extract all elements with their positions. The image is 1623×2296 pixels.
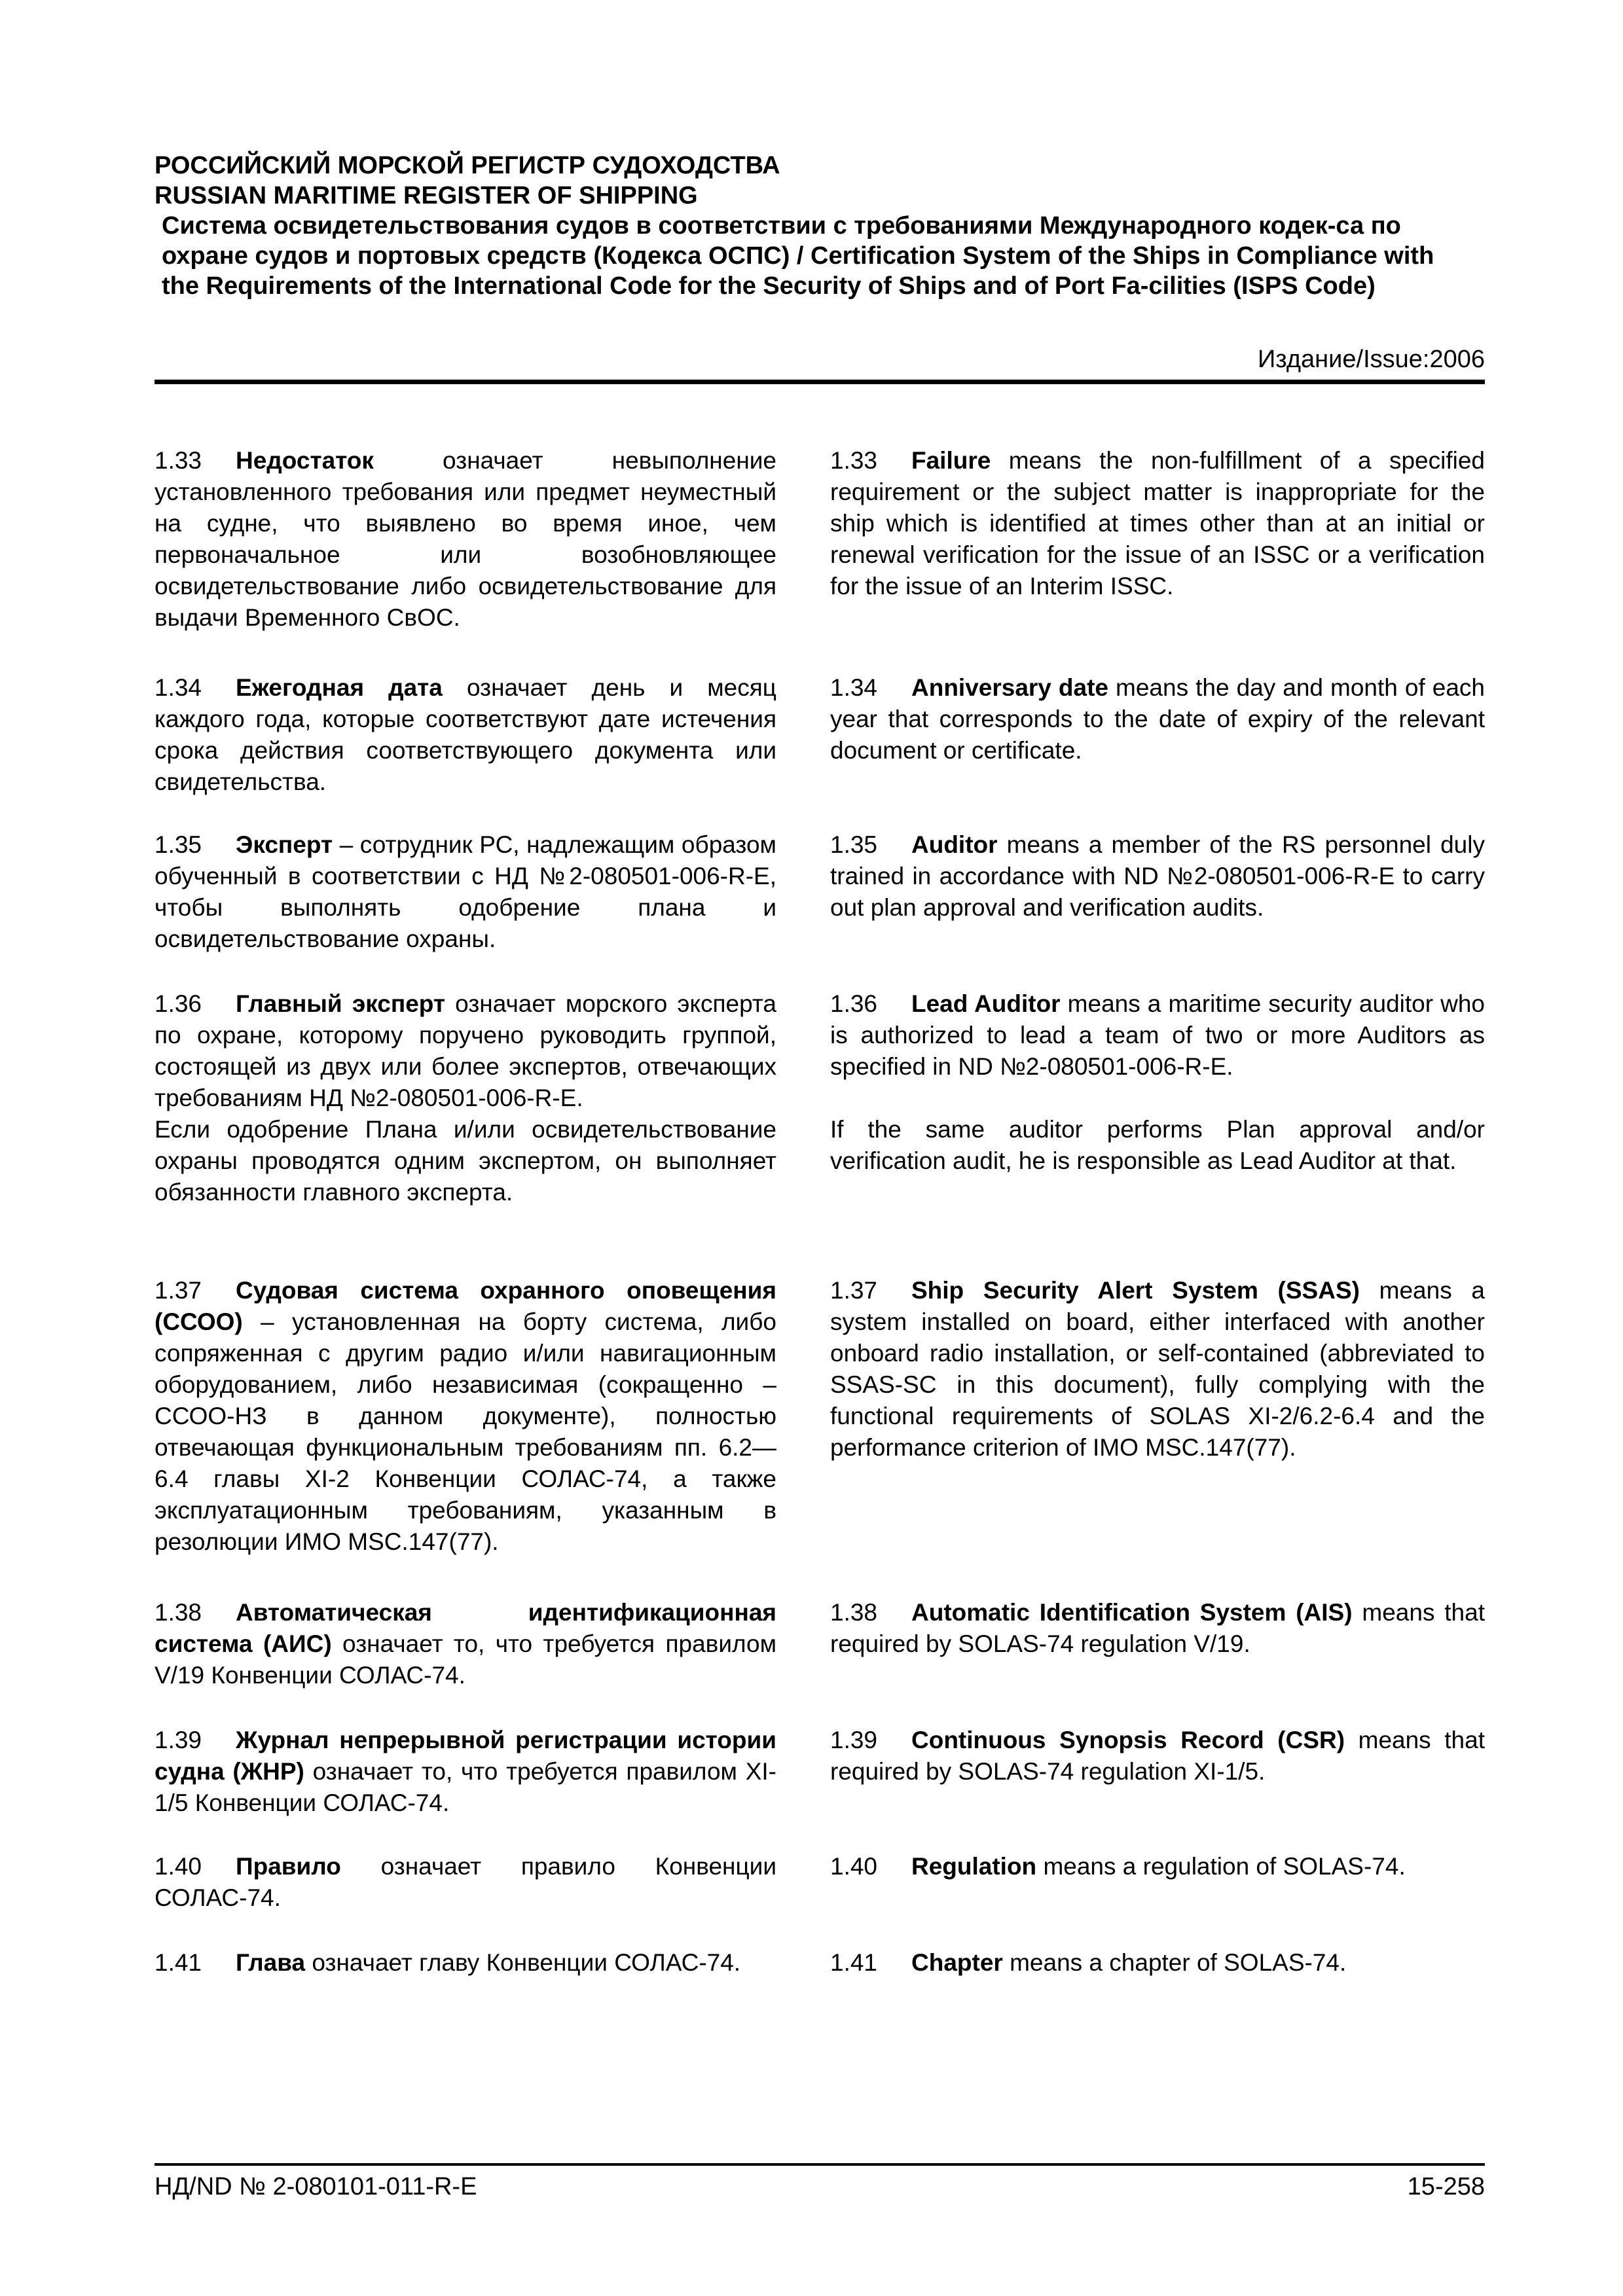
- org-name-en: RUSSIAN MARITIME REGISTER OF SHIPPING: [155, 182, 698, 209]
- definition-ru-1-39: [155, 1725, 776, 1819]
- definition-extra: If the same auditor performs Plan approval and/or verification audit, he is responsible as Lead Auditor at that.: [830, 1116, 1485, 1174]
- term: Автоматическая идентификационная система (АИС): [155, 1599, 776, 1657]
- clause-number: 1.33: [830, 447, 878, 474]
- definition-en-1-35: [830, 829, 1485, 924]
- definition-en-1-39: [830, 1725, 1485, 1787]
- definition-text: means a regulation of SOLAS-74.: [1036, 1853, 1406, 1880]
- definition-en-1-40: [830, 1851, 1485, 1882]
- term: Журнал непрерывной регистрации истории судна (ЖНР): [155, 1727, 776, 1785]
- definition-ru-1-40: [155, 1851, 776, 1914]
- definition-text: означает невыполнение установленного требования или предмет неуместный на судне, что выявлено во время иное, чем первоначальное или возобновляющее освидетельствование либо освидетельствование для выдачи Временного СвОС.: [155, 447, 776, 631]
- definition-text: означает день и месяц каждого года, которые соответствуют дате истечения срока действия соответствующего документа или свидетельства.: [155, 674, 776, 795]
- clause-number: 1.35: [830, 831, 878, 858]
- term: Судовая система охранного оповещения (ССОО): [155, 1277, 776, 1335]
- clause-number: 1.35: [155, 831, 202, 858]
- term: Anniversary date: [911, 674, 1108, 701]
- document-header: [155, 151, 1484, 301]
- definition-text: means that required by SOLAS-74 regulation V/19.: [830, 1599, 1485, 1657]
- clause-number: 1.38: [155, 1599, 202, 1626]
- document-subtitle: Система освидетельствования судов в соответствии с требованиями Международного кодек-са по охране судов и портовых средств (Кодекса ОСПС) / Certification System of the Ships in Compliance with the Requirements of the International Code for the Security of Ships and of Port Fa-cilities (ISPS Code): [162, 212, 1434, 300]
- definition-text: means that required by SOLAS-74 regulation XI-1/5.: [830, 1727, 1485, 1785]
- definition-ru-1-37: [155, 1275, 776, 1558]
- term: Regulation: [911, 1853, 1037, 1880]
- header-rule: [155, 380, 1485, 384]
- term: Lead Auditor: [911, 990, 1061, 1017]
- definition-text: – сотрудник РС, надлежащим образом обученный в соответствии с НД №2-080501-006-R-E, чтобы выполнять одобрение плана и освидетельствование охраны.: [155, 831, 776, 952]
- clause-number: 1.37: [155, 1277, 202, 1304]
- term: Chapter: [911, 1949, 1003, 1976]
- definition-ru-1-38: [155, 1597, 776, 1691]
- clause-number: 1.36: [830, 990, 878, 1017]
- definition-text: означает то, что требуется правилом XI-1/5 Конвенции СОЛАС-74.: [155, 1758, 776, 1816]
- definition-text: means a member of the RS personnel duly trained in accordance with ND №2-080501-006-R-E to carry out plan approval and verification audits.: [830, 831, 1485, 921]
- term: Недостаток: [236, 447, 374, 474]
- definition-en-1-36: [830, 988, 1485, 1177]
- definition-text: means a maritime security auditor who is authorized to lead a team of two or more Auditors as specified in ND №2-080501-006-R-E.: [830, 990, 1485, 1080]
- definition-text: означает то, что требуется правилом V/19 Конвенции СОЛАС-74.: [155, 1630, 777, 1689]
- clause-number: 1.40: [155, 1853, 202, 1880]
- term: Эксперт: [236, 831, 333, 858]
- definition-text: means a system installed on board, either interfaced with another onboard radio installation, or self-contained (abbreviated to SSAS-SC in this document), fully complying with the functional requirements of SOLAS XI-2/6.2-6.4 and the performance criterion of IMO MSC.147(77).: [830, 1277, 1485, 1461]
- clause-number: 1.34: [155, 674, 202, 701]
- definition-text: означает правило Конвенции СОЛАС-74.: [155, 1853, 776, 1911]
- clause-number: 1.39: [830, 1727, 878, 1753]
- clause-number: 1.36: [155, 990, 202, 1017]
- definition-en-1-33: [830, 445, 1485, 602]
- definition-ru-1-34: [155, 672, 776, 798]
- definition-text: means a chapter of SOLAS-74.: [1002, 1949, 1347, 1976]
- clause-number: 1.40: [830, 1853, 878, 1880]
- term: Ship Security Alert System (SSAS): [911, 1277, 1360, 1304]
- clause-number: 1.34: [830, 674, 878, 701]
- term: Continuous Synopsis Record (CSR): [911, 1727, 1345, 1753]
- definition-ru-1-33: [155, 445, 776, 634]
- term: Automatic Identification System (AIS): [911, 1599, 1353, 1626]
- clause-number: 1.38: [830, 1599, 878, 1626]
- definition-text: means the non-fulfillment of a specified requirement or the subject matter is inappropriate for the ship which is identified at times other than at an initial or renewal verification for the issue of an ISSC or a verification for the issue of an Interim ISSC.: [830, 447, 1485, 600]
- term: Главный эксперт: [236, 990, 446, 1017]
- definition-text: означает главу Конвенции СОЛАС-74.: [305, 1949, 741, 1976]
- definition-en-1-38: [830, 1597, 1485, 1660]
- definition-en-1-34: [830, 672, 1485, 766]
- term: Auditor: [911, 831, 998, 858]
- footer-rule: [155, 2163, 1485, 2166]
- document-number: НД/ND № 2-080101-011-R-E: [155, 2173, 477, 2200]
- definition-ru-1-41: [155, 1947, 776, 1979]
- clause-number: 1.41: [830, 1949, 878, 1976]
- term: Ежегодная дата: [236, 674, 443, 701]
- definition-text: – установленная на борту система, либо сопряженная с другим радио и/или навигационным оборудованием, либо независимая (сокращенно – ССОО-НЗ в данном документе), полностью отвечающая функциональным требованиям пп. 6.2—6.4 главы XI-2 Конвенции СОЛАС-74, а также эксплуатационным требованиям, указанным в резолюции ИМО MSC.147(77).: [155, 1308, 776, 1555]
- clause-number: 1.37: [830, 1277, 878, 1304]
- term: Failure: [911, 447, 991, 474]
- clause-number: 1.41: [155, 1949, 202, 1976]
- definition-text: means the day and month of each year that corresponds to the date of expiry of the relevant document or certificate.: [830, 674, 1485, 764]
- definition-en-1-37: [830, 1275, 1485, 1463]
- issue-label: Издание/Issue:2006: [1257, 346, 1485, 373]
- org-name-ru: РОССИЙСКИЙ МОРСКОЙ РЕГИСТР СУДОХОДСТВА: [155, 152, 780, 179]
- definition-text: означает морского эксперта по охране, которому поручено руководить группой, состоящей из двух или более экспертов, отвечающих требованиям НД №2-080501-006-R-E.: [155, 990, 776, 1111]
- definition-ru-1-36: [155, 988, 776, 1208]
- definition-ru-1-35: [155, 829, 776, 955]
- clause-number: 1.39: [155, 1727, 202, 1753]
- clause-number: 1.33: [155, 447, 202, 474]
- term: Правило: [236, 1853, 341, 1880]
- term: Глава: [236, 1949, 306, 1976]
- page-number: 15-258: [1407, 2173, 1485, 2200]
- definition-en-1-41: [830, 1947, 1485, 1979]
- definition-extra: Если одобрение Плана и/или освидетельствование охраны проводятся одним экспертом, он выполняет обязанности главного эксперта.: [155, 1116, 776, 1206]
